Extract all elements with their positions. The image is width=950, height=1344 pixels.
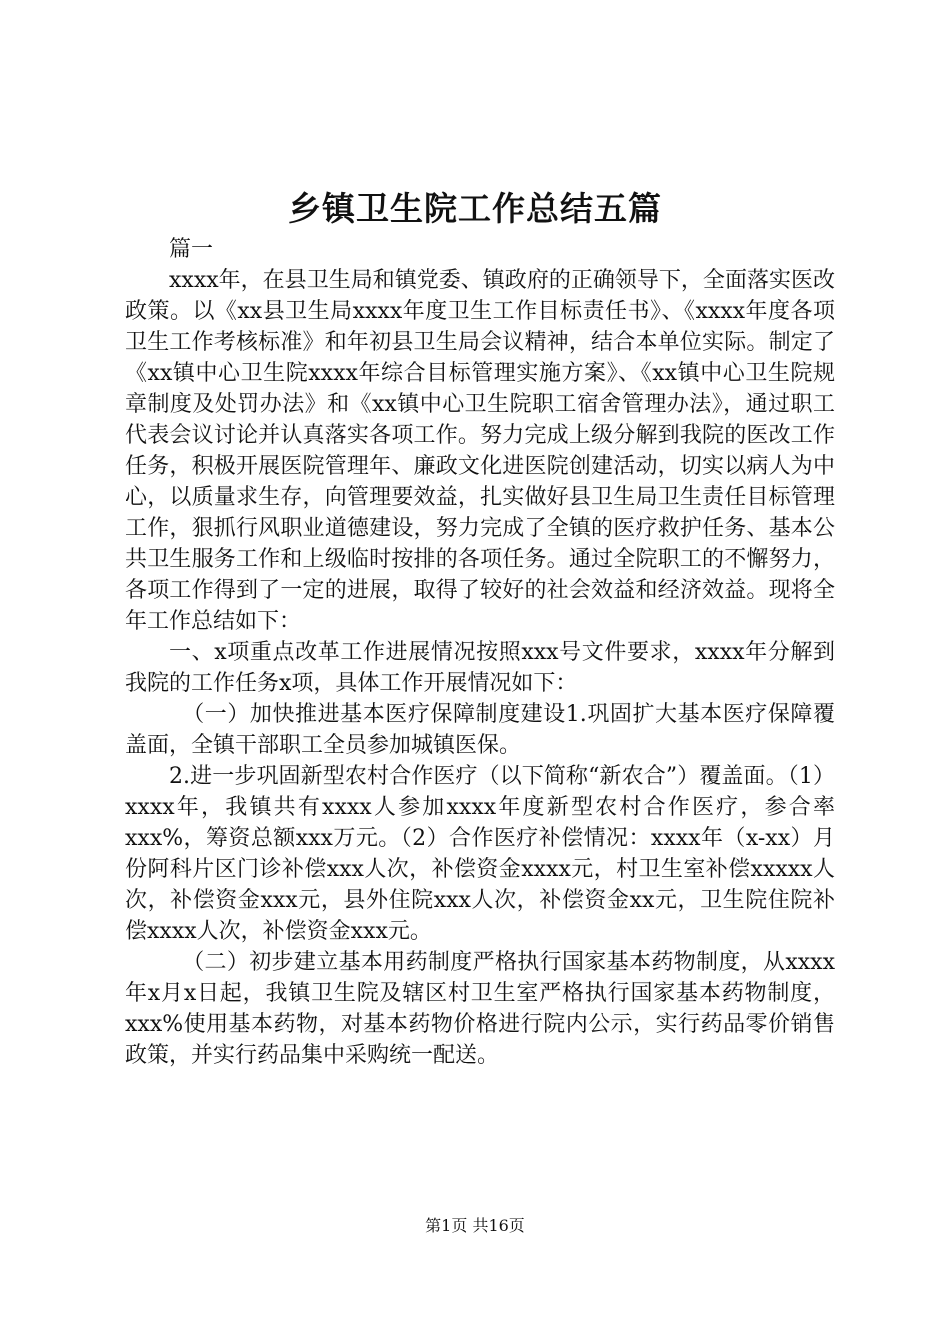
body-paragraph: xxxx年，在县卫生局和镇党委、镇政府的正确领导下，全面落实医改政策。以《xx县卫生局xxxx年度卫生工作目标责任书》、《xxxx年度各项卫生工作考核标准》和年初县卫生局会议精神，结合本单位实际。制定了《xx镇中心卫生院xxxx年综合目标管理实施方案》、《xx镇中心卫生院规章制度及处罚办法》和《xx镇中心卫生院职工宿舍管理办法》，通过职工代表会议讨论并认真落实各项工作。努力完成上级分解到我院的医改工作任务，积极开展医院管理年、廉政文化进医院创建活动，切实以病人为中心，以质量求生存，向管理要效益，扎实做好县卫生局卫生责任目标管理工作，狠抓行风职业道德建设，努力完成了全镇的医疗救护任务、基本公共卫生服务工作和上级临时按排的各项任务。通过全院职工的不懈努力，各项工作得到了一定的进展，取得了较好的社会效益和经济效益。现将全年工作总结如下： [125,268,835,634]
document-title: 乡镇卫生院工作总结五篇 [288,189,662,228]
body-paragraph: （一）加快推进基本医疗保障制度建设1.巩固扩大基本医疗保障覆盖面，全镇干部职工全员参加城镇医保。 [125,702,835,758]
page-footer: 第1页 共16页 [425,1216,525,1235]
body-paragraph: 一、x项重点改革工作进展情况按照xxx号文件要求，xxxx年分解到我院的工作任务x项，具体工作开展情况如下： [125,640,835,696]
body-paragraph: 2.进一步巩固新型农村合作医疗（以下简称“新农合”）覆盖面。（1）xxxx年，我镇共有xxxx人参加xxxx年度新型农村合作医疗，参合率xxx%，筹资总额xxx万元。（2）合作医疗补偿情况：xxxx年（x-xx）月份阿科片区门诊补偿xxx人次，补偿资金xxxx元，村卫生室补偿xxxxx人次，补偿资金xxx元，县外住院xxx人次，补偿资金xx元，卫生院住院补偿xxxx人次，补偿资金xxx元。 [125,764,835,944]
document-body [125,234,835,1071]
body-paragraph: （二）初步建立基本用药制度严格执行国家基本药物制度，从xxxx年x月x日起，我镇卫生院及辖区村卫生室严格执行国家基本药物制度，xxx%使用基本药物，对基本药物价格进行院内公示，实行药品零价销售政策，并实行药品集中采购统一配送。 [125,950,835,1068]
section-heading: 篇一 [169,237,214,262]
